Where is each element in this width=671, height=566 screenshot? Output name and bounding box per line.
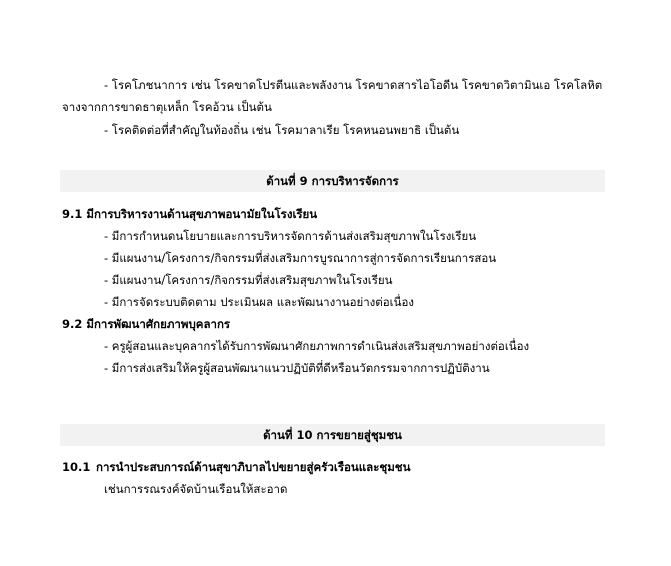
intro-bullet-1-line-1: - โรคโภชนาการ เช่น โรคขาดโปรตีนและพลังงาน โรคขาดสารไอโอดีน โรคขาดวิตามินเอ โรคโลหิต — [104, 78, 603, 92]
section-10-header-band — [60, 424, 605, 446]
subsection-10-1-detail: เช่นการรณรงค์จัดบ้านเรือนให้สะอาด — [104, 482, 288, 496]
subsection-9-1-item: - มีแผนงาน/โครงการ/กิจกรรมที่ส่งเสริมสุขภาพในโรงเรียน — [104, 273, 393, 287]
subsection-9-1-item: - มีการกำหนดนโยบายและการบริหารจัดการด้านส่งเสริมสุขภาพในโรงเรียน — [104, 229, 477, 243]
intro-bullet-1-line-2: จางจากการขาดธาตุเหล็ก โรคอ้วน เป็นต้น — [62, 100, 272, 114]
intro-bullet-2: - โรคติดต่อที่สำคัญในท้องถิ่น เช่น โรคมาลาเรีย โรคหนอนพยาธิ เป็นต้น — [104, 123, 460, 137]
section-9-header-band — [60, 170, 605, 192]
subsection-9-1-title: 9.1 มีการบริหารงานด้านสุขภาพอนามัยในโรงเรียน — [62, 207, 318, 221]
section-10-heading: ด้านที่ 10 การขยายสู่ชุมชน — [263, 428, 402, 442]
subsection-10-1-number: 10.1 — [62, 460, 91, 474]
subsection-9-1-item: - มีแผนงาน/โครงการ/กิจกรรมที่ส่งเสริมการบูรณาการสู่การจัดการเรียนการสอน — [104, 251, 497, 265]
subsection-9-1-item: - มีการจัดระบบติดตาม ประเมินผล และพัฒนางานอย่างต่อเนื่อง — [104, 295, 414, 309]
section-9-heading: ด้านที่ 9 การบริหารจัดการ — [266, 174, 399, 188]
subsection-9-2-title: 9.2 มีการพัฒนาศักยภาพบุคลากร — [62, 317, 231, 331]
subsection-10-1-title: การนำประสบการณ์ด้านสุขาภิบาลไปขยายสู่ครัวเรือนและชุมชน — [96, 460, 411, 474]
subsection-9-2-item: - มีการส่งเสริมให้ครูผู้สอนพัฒนาแนวปฏิบัติที่ดีหรือนวัตกรรมจากการปฏิบัติงาน — [104, 361, 490, 375]
subsection-9-2-item: - ครูผู้สอนและบุคลากรได้รับการพัฒนาศักยภาพการดำเนินส่งเสริมสุขภาพอย่างต่อเนื่อง — [104, 339, 530, 353]
